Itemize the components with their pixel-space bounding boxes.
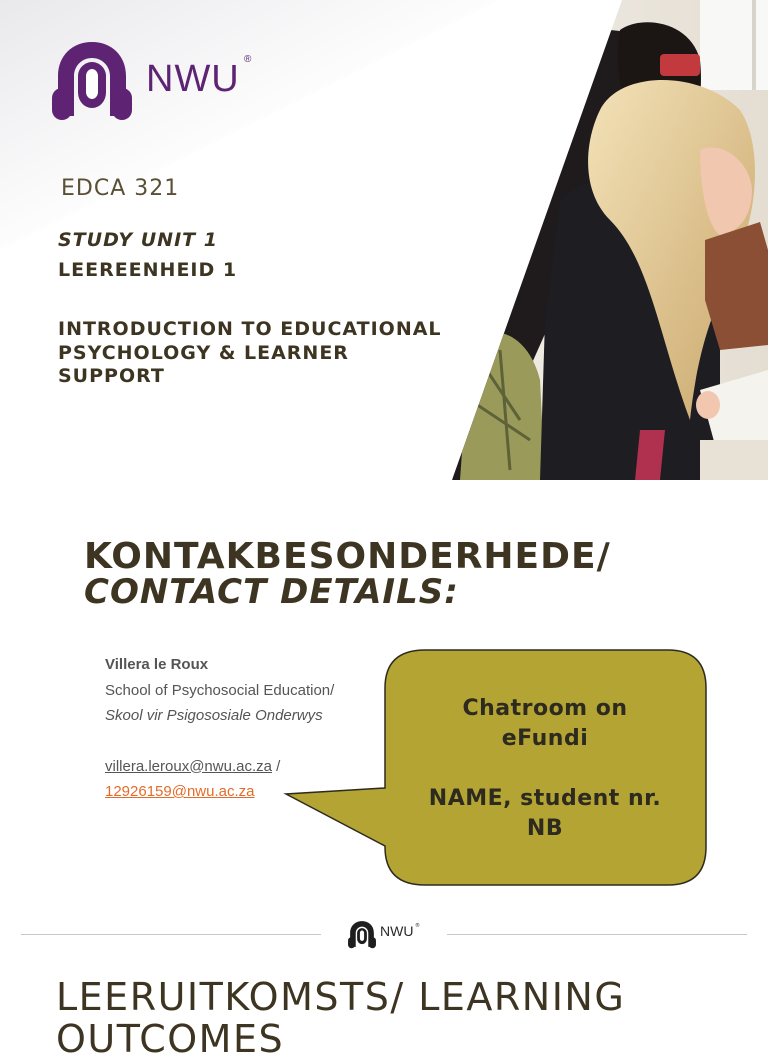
mini-logo-text: NWU xyxy=(380,923,414,939)
divider-left xyxy=(21,934,321,935)
callout-line: Chatroom on xyxy=(462,696,628,721)
intro-title-line: INTRODUCTION TO EDUCATIONAL xyxy=(58,318,442,340)
study-unit-afrikaans: LEEREENHEID 1 xyxy=(58,259,238,281)
intro-title-line: PSYCHOLOGY & LEARNER xyxy=(58,341,349,364)
mini-registered-mark: ® xyxy=(415,923,420,929)
contact-slide xyxy=(0,480,768,910)
school-english: School of Psychosocial Education/ xyxy=(105,681,335,699)
school-afrikaans: Skool vir Psigososiale Onderwys xyxy=(105,707,323,724)
nwu-mini-logo-icon xyxy=(347,919,377,949)
logo-text: NWU xyxy=(146,58,240,100)
study-unit-english: STUDY UNIT 1 xyxy=(58,229,218,251)
nwu-logo xyxy=(50,36,134,126)
learning-outcomes-slide xyxy=(0,910,768,1061)
contact-title-afrikaans: KONTAKBESONDERHEDE/ xyxy=(84,536,611,577)
title-slide xyxy=(0,0,768,480)
contact-title-english: CONTACT DETAILS: xyxy=(84,572,459,612)
email-link-student[interactable]: 12926159@nwu.ac.za xyxy=(105,783,255,800)
email-separator: / xyxy=(271,757,281,775)
learning-outcomes-title xyxy=(56,976,625,1060)
registered-mark: ® xyxy=(244,54,252,65)
contact-name: Villera le Roux xyxy=(105,656,209,673)
divider-right xyxy=(447,934,747,935)
callout-line: NAME, student nr. xyxy=(428,786,662,811)
callout-line: NB xyxy=(526,816,564,841)
lo-title-line: LEERUITKOMSTS/ LEARNING xyxy=(56,975,626,1019)
callout-line: eFundi xyxy=(501,726,589,751)
lo-title-line: OUTCOMES xyxy=(56,1017,285,1061)
course-code: EDCA 321 xyxy=(61,176,180,201)
intro-title-line: SUPPORT xyxy=(58,365,165,387)
intro-title xyxy=(58,318,498,389)
callout-text xyxy=(400,694,690,844)
email-link-primary[interactable]: villera.leroux@nwu.ac.za xyxy=(105,757,272,775)
nwu-logo-icon xyxy=(50,36,134,122)
